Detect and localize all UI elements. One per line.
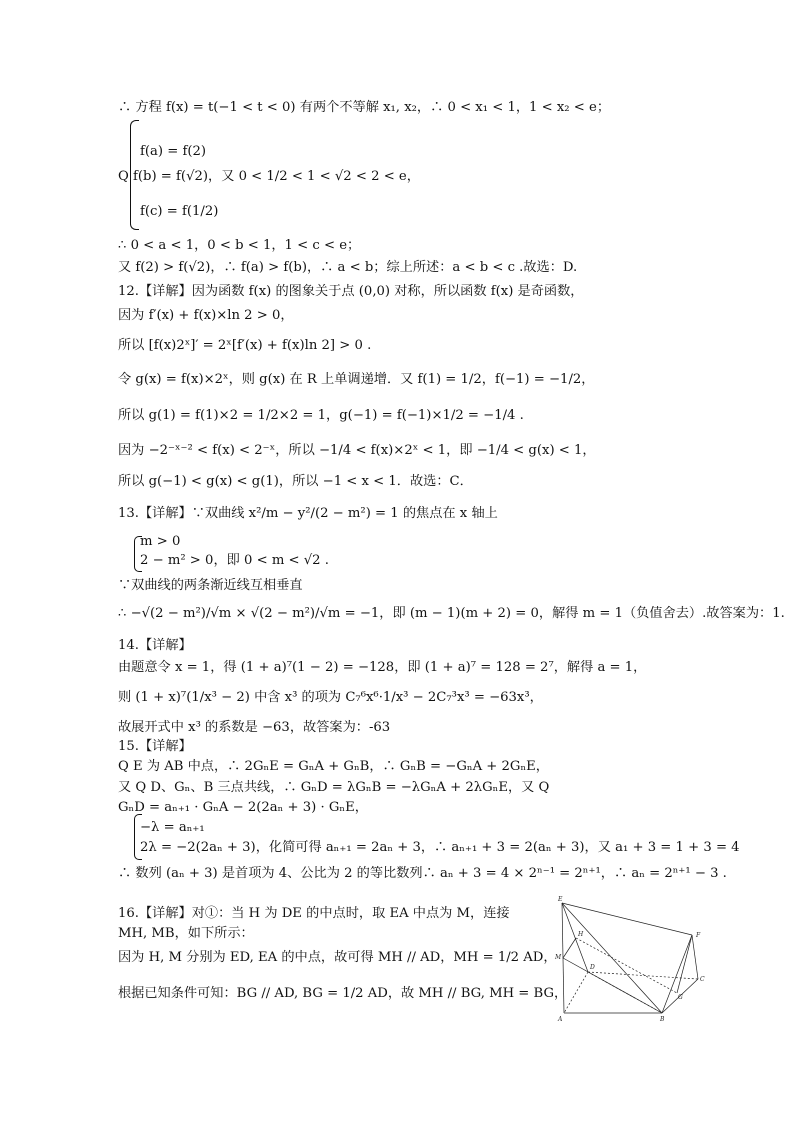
label-M: M xyxy=(555,954,562,961)
edge-FB xyxy=(662,935,692,1013)
geometry-figure xyxy=(552,895,712,1025)
text-line: 所以 g(1) = f(1)×2 = 1/2×2 = 1，g(−1) = f(−1)×1/2 = −1/4 . xyxy=(118,408,524,423)
text-line: f(c) = f(1/2) xyxy=(140,204,219,219)
text-line: 所以 g(−1) < g(x) < g(1)，所以 −1 < x < 1．故选：C． xyxy=(118,474,473,489)
edge-FG xyxy=(677,935,692,993)
text-line: Q E 为 AB 中点，∴ 2GₙE = GₙA + GₙB，∴ GₙB = −GₙA + 2GₙE， xyxy=(118,759,549,774)
label-F: F xyxy=(696,932,701,939)
text-line: −λ = aₙ₊₁ xyxy=(140,820,205,835)
text-line: 又 f(2) > f(√2)，∴ f(a) > f(b)，∴ a < b；综上所述：a < b < c .故选：D. xyxy=(118,260,578,275)
edge-ED xyxy=(562,903,588,972)
text-line: ∴ 0 < a < 1，0 < b < 1，1 < c < e； xyxy=(118,238,361,253)
text-line: 由题意令 x = 1，得 (1 + a)⁷(1 − 2) = −128，即 (1 + a)⁷ = 128 = 2⁷，解得 a = 1， xyxy=(118,660,647,675)
segment-MH xyxy=(563,938,576,958)
label-G: G xyxy=(678,994,683,1001)
text-line: GₙD = aₙ₊₁ · GₙA − 2(2aₙ + 3) · GₙE， xyxy=(118,800,368,815)
text-line: 则 (1 + x)⁷(1/x³ − 2) 中含 x³ 的项为 C₇⁶x⁶·1/x³ − 2C₇³x³ = −63x³， xyxy=(118,690,543,705)
text-line: ∵双曲线的两条渐近线互相垂直 xyxy=(118,578,303,593)
text-line: 令 g(x) = f(x)×2ˣ，则 g(x) 在 R 上单调递增．又 f(1) = 1/2，f(−1) = −1/2， xyxy=(118,372,595,387)
edge-CF xyxy=(692,935,698,979)
section-16-heading: 16.【详解】对①：当 H 为 DE 的中点时，取 EA 中点为 M，连接 xyxy=(118,906,510,921)
label-D: D xyxy=(590,964,595,971)
text-line: 又 Q D、Gₙ、B 三点共线，∴ GₙD = λGₙB = −λGₙA + 2λGₙE，又 Q xyxy=(118,780,550,795)
text-line: ∴ −√(2 − m²)/√m × √(2 − m²)/√m = −1，即 (m − 1)(m + 2) = 0，解得 m = 1（负值舍去）.故答案为：1. xyxy=(118,606,785,621)
section-13-heading: 13.【详解】∵双曲线 x²/m − y²/(2 − m²) = 1 的焦点在 x 轴上 xyxy=(118,506,498,521)
text-line: 因为 f′(x) + f(x)×ln 2 > 0， xyxy=(118,308,294,323)
text-line: f(a) = f(2) xyxy=(140,144,207,159)
segment-MB xyxy=(563,958,662,1013)
text-line: MH, MB，如下所示： xyxy=(118,926,254,941)
section-14-heading: 14.【详解】 xyxy=(118,638,192,653)
text-line: 故展开式中 x³ 的系数是 −63，故答案为：-63 xyxy=(118,720,391,735)
text-line: 因为 −2⁻ˣ⁻² < f(x) < 2⁻ˣ，所以 −1/4 < f(x)×2ˣ < 1，即 −1/4 < g(x) < 1， xyxy=(118,443,596,458)
section-12-heading: 12.【详解】因为函数 f(x) 的图象关于点 (0,0) 对称，所以函数 f(x) 是奇函数， xyxy=(118,284,584,299)
label-A: A xyxy=(558,1016,563,1023)
label-C: C xyxy=(700,976,705,983)
text-line: 2λ = −2(2aₙ + 3)，化简可得 aₙ₊₁ = 2aₙ + 3，∴ aₙ₊₁ + 3 = 2(aₙ + 3)，又 a₁ + 3 = 1 + 3 = 4 xyxy=(140,840,740,855)
text-line: ∴ 数列 (aₙ + 3) 是首项为 4、公比为 2 的等比数列∴ aₙ + 3 = 4 × 2ⁿ⁻¹ = 2ⁿ⁺¹，∴ aₙ = 2ⁿ⁺¹ − 3 . xyxy=(118,866,727,881)
edge-DA xyxy=(564,972,588,1013)
text-line: 2 − m² > 0，即 0 < m < √2 . xyxy=(140,553,329,568)
text-line: 因为 H, M 分别为 ED, EA 的中点，故可得 MH // AD，MH = 1/2 AD， xyxy=(118,950,557,965)
text-line: 根据已知条件可知：BG // AD, BG = 1/2 AD，故 MH // BG, MH = BG， xyxy=(118,986,568,1001)
label-H: H xyxy=(578,931,584,938)
label-E: E xyxy=(558,896,563,903)
text-line: m > 0 xyxy=(140,534,181,549)
text-line: 所以 [f(x)2ˣ]′ = 2ˣ[f′(x) + f(x)ln 2] > 0 . xyxy=(118,338,372,353)
label-B: B xyxy=(660,1016,665,1023)
text-line: ∴ 方程 f(x) = t(−1 < t < 0) 有两个不等解 x₁, x₂，∴ 0 < x₁ < 1，1 < x₂ < e； xyxy=(118,100,611,115)
text-line: Q f(b) = f(√2)，又 0 < 1/2 < 1 < √2 < 2 < e， xyxy=(118,169,420,184)
section-15-heading: 15.【详解】 xyxy=(118,739,192,754)
